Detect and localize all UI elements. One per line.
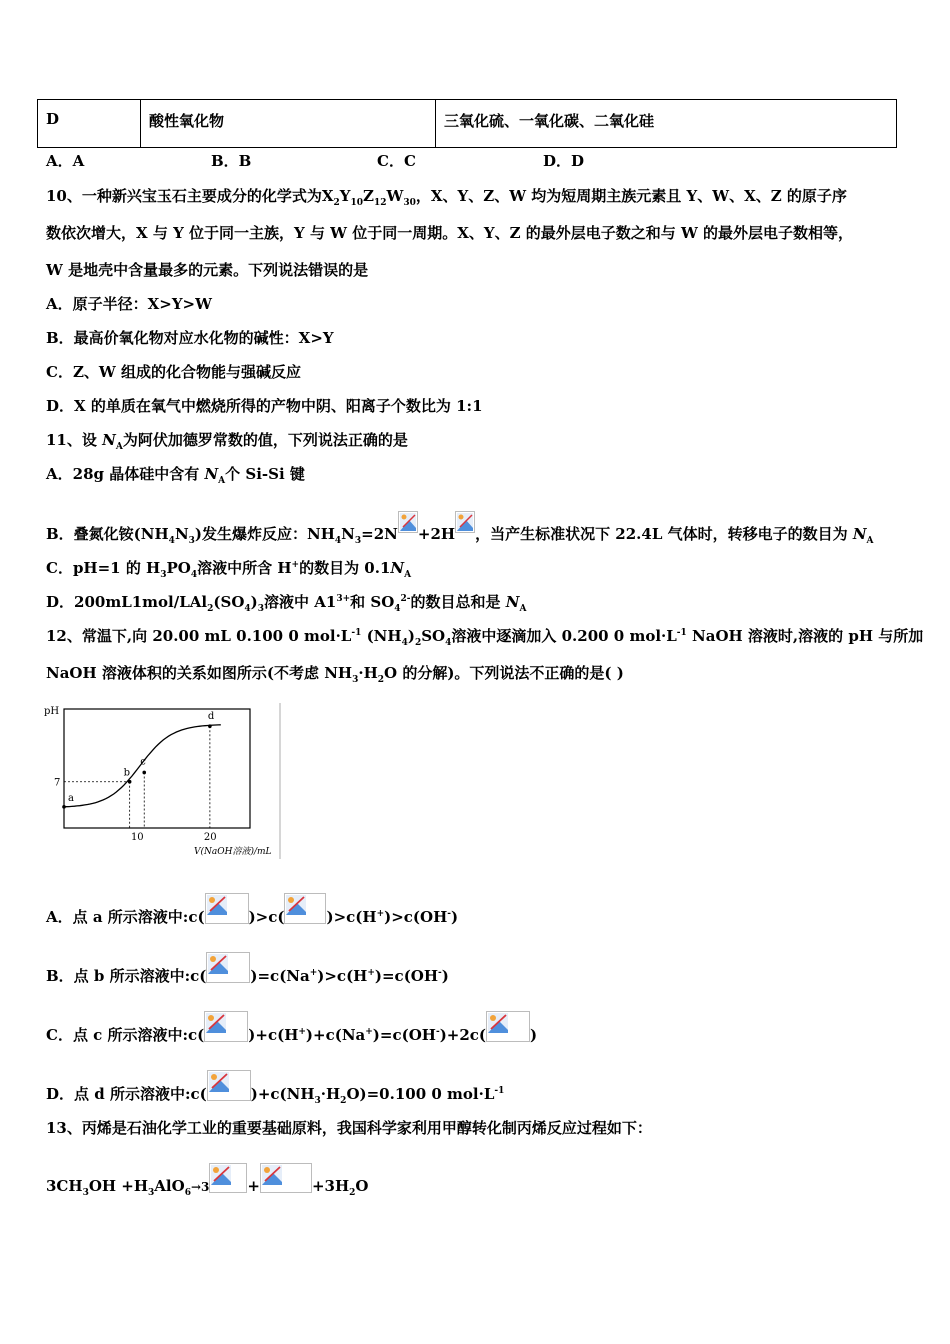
point-a [62,805,66,809]
image-placeholder-icon [486,1011,530,1042]
image-placeholder-icon [398,511,418,533]
point-d [208,724,212,728]
q10-option-d: D．X 的单质在氧气中燃烧所得的产物中阴、阳离子个数比为 1:1 [46,397,483,415]
point-label-d: d [207,711,215,723]
plot-frame [64,709,250,828]
q10-option-c: C．Z、W 组成的化合物能与强碱反应 [46,363,301,381]
y-tick-label: 7 [54,777,61,789]
q10-stem-line3: W 是地壳中含量最多的元素。下列说法错误的是 [46,261,369,279]
q11-option-d: D．$200mL1mol/LAl_2(SO_4)_3$溶液中 $A1^{3+}$和 $SO_4^{2-}$的数目总和是 $N_A$ [46,593,527,614]
image-placeholder-icon [455,511,475,533]
choice-b: B．B [211,152,252,170]
table-cell-letter: D [38,100,141,148]
table-cell-category: 酸性氧化物 [141,100,436,148]
q10-stem-line1: 10、一种新兴宝玉石主要成分的化学式为$X_2Y_{10}Z_{12}W_{30}$，X、Y、Z、W 均为短周期主族元素且 Y、W、X、Z 的原子序 [46,187,847,208]
q12-option-d: D．点 d 所示溶液中:c( )$+c(NH_3\cdot H_2O)=0.100$ 0 $mol\cdot L^{-1}$ [46,1070,504,1104]
image-placeholder-icon [260,1163,312,1193]
q13-stem: 13、丙烯是石油化学工业的重要基础原料，我国科学家利用甲醇转化制丙烯反应过程如下： [46,1119,652,1137]
q11-option-a: A．28g 晶体硅中含有 $N_A$个 Si-Si 键 [46,465,305,486]
choice-d: D．D [543,152,585,170]
q10-option-b: B．最高价氧化物对应水化物的碱性：X>Y [46,329,334,347]
point-label-b: b [123,767,131,779]
q13-equation: $3CH_3OH +H_3AlO_6\to 3$ + $+3H_2O$ [46,1163,368,1197]
image-placeholder-icon [205,893,249,924]
q10-stem-line2: 数依次增大，X 与 Y 位于同一主族，Y 与 W 位于同一周期。X、Y、Z 的最外层电子数之和与 W 的最外层电子数相等， [46,224,854,242]
x-tick-label: 10 [130,832,144,843]
point-label-c: c [140,756,146,768]
table-cell-examples: 三氧化硫、一氧化碳、二氧化硅 [436,100,897,148]
q10-option-a: A．原子半径：X>Y>W [46,295,212,313]
q11-option-c: C．pH=1 的 $H_3PO_4$溶液中所含 H+的数目为 $0.1N_A$ [46,559,412,580]
q12-option-a: A．点 a 所示溶液中:c( )>c( )>c(H+)>c(OH-) [46,893,458,927]
point-label-a: a [68,792,74,804]
image-placeholder-icon [209,1163,247,1193]
table-row [38,100,897,148]
image-placeholder-icon [204,1011,248,1042]
q11-option-b: B．叠氮化铵$(NH_4N_3)$发生爆炸反应：$NH_4N_3=2N$ +2H ，当产生标准状况下 22.4L 气体时，转移电子的数目为 $N_A$ [46,511,874,544]
q11-stem: 11、设 $N_A$为阿伏加德罗常数的值，下列说法正确的是 [46,431,408,452]
q12-option-c: C．点 c 所示溶液中:c( )+c(H+)+c(Na+)=c(OH-)+2c( ) [46,1011,537,1045]
image-placeholder-icon [207,1070,251,1101]
point-b [128,780,132,784]
image-placeholder-icon [206,952,250,983]
image-placeholder-icon [284,893,326,924]
choice-a: A．A [46,152,85,170]
y-axis-label: pH [44,706,60,717]
x-tick-label: 20 [203,832,217,843]
q12-stem-line1: 12、常温下,向 20.00 mL 0.100 0 $mol\cdot L^{-1}$ $(NH_4)_2SO_4$溶液中逐滴加入 0.200 0 $mol\cdot L^{-1}$ NaOH 溶液时,溶液的 pH 与所加 [46,627,924,648]
point-c [142,771,146,775]
q12-option-b: B．点 b 所示溶液中:c( )=c(Na+)>c(H+)=c(OH-) [46,952,449,986]
x-axis-label: V(NaOH溶液)/mL [194,847,272,857]
q12-stem-line2: NaOH 溶液体积的关系如图所示(不考虑 $NH_3\cdot H_2O$ 的分解)。下列说法不正确的是( ) [46,664,624,685]
ph-titration-chart [44,703,284,859]
choice-c: C．C [377,152,416,170]
option-table [37,99,897,148]
q9-choices [46,151,584,171]
